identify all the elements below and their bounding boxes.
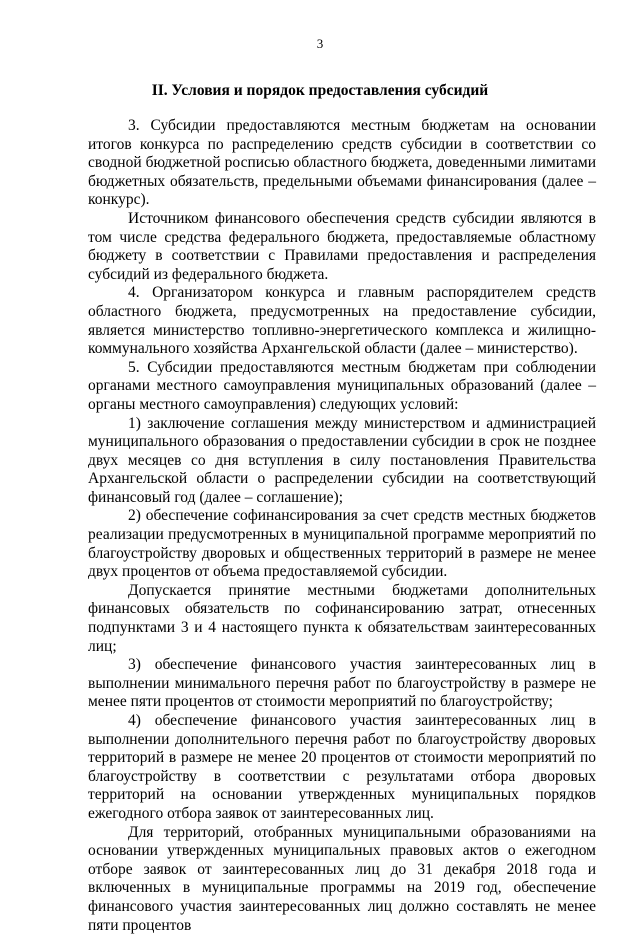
- paragraph-funding-source: Источником финансового обеспечения средств субсидии являются в том числе средства федерального бюджета, предоставляемые областному бюджету в соответствии с Правилами предоставления и распределения субсидий из федерального бюджета.: [88, 209, 596, 283]
- paragraph-5-conditions: 5. Субсидии предоставляются местным бюджетам при соблюдении органами местного самоуправления муниципальных образований (далее – органы местного самоуправления) следующих условий:: [88, 358, 596, 413]
- paragraph-4-organizer: 4. Организатором конкурса и главным распорядителем средств областного бюджета, предусмотренных на предоставление субсидии, является министерство топливно-энергетического комплекса и жилищно-коммунального хозяйства Архангельской области (далее – министерство).: [88, 284, 596, 358]
- condition-3-minimum-works: 3) обеспечение финансового участия заинтересованных лиц в выполнении минимального перечня работ по благоустройству в размере не менее пяти процентов от стоимости мероприятий по благоустройству;: [88, 656, 596, 711]
- condition-4-additional-works: 4) обеспечение финансового участия заинтересованных лиц в выполнении дополнительного перечня работ по благоустройству дворовых территорий в размере не менее 20 процентов от стоимости мероприятий по благоустройству в соответствии с результатами отбора дворовых территорий на основании утвержденных муниципальных порядков ежегодного отбора заявок от заинтересованных лиц.: [88, 712, 596, 822]
- paragraph-additional-obligations: Допускается принятие местными бюджетами дополнительных финансовых обязательств по софинансированию затрат, отнесенных подпунктами 3 и 4 настоящего пункта к обязательствам заинтересованных лиц;: [88, 581, 596, 655]
- body-text: [88, 117, 596, 935]
- condition-2-cofinancing: 2) обеспечение софинансирования за счет средств местных бюджетов реализации предусмотренных в муниципальной программе мероприятий по благоустройству дворовых и общественных территорий в размере не менее двух процентов от объема предоставляемой субсидии.: [88, 507, 596, 581]
- section-title: II. Условия и порядок предоставления субсидий: [151, 82, 489, 99]
- paragraph-territories-2019: Для территорий, отобранных муниципальными образованиями на основании утвержденных муниципальных правовых актов о ежегодном отборе заявок от заинтересованных лиц до 31 декабря 2018 года и включенных в муниципальные программы на 2019 год, обеспечение финансового участия заинтересованных лиц должно составлять не менее пяти процентов: [88, 823, 596, 934]
- condition-1-agreement: 1) заключение соглашения между министерством и администрацией муниципального образования о предоставлении субсидии в срок не позднее двух месяцев со дня вступления в силу постановления Правительства Архангельской области о распределении субсидии на соответствующий финансовый год (далее – соглашение);: [88, 414, 596, 506]
- paragraph-3-subsidies-basis: 3. Субсидии предоставляются местным бюджетам на основании итогов конкурса по распределению средств субсидии в соответствии со сводной бюджетной росписью областного бюджета, доведенными лимитами бюджетных обязательств, предельными объемами финансирования (далее – конкурс).: [88, 117, 596, 209]
- page-number: 3: [316, 36, 324, 51]
